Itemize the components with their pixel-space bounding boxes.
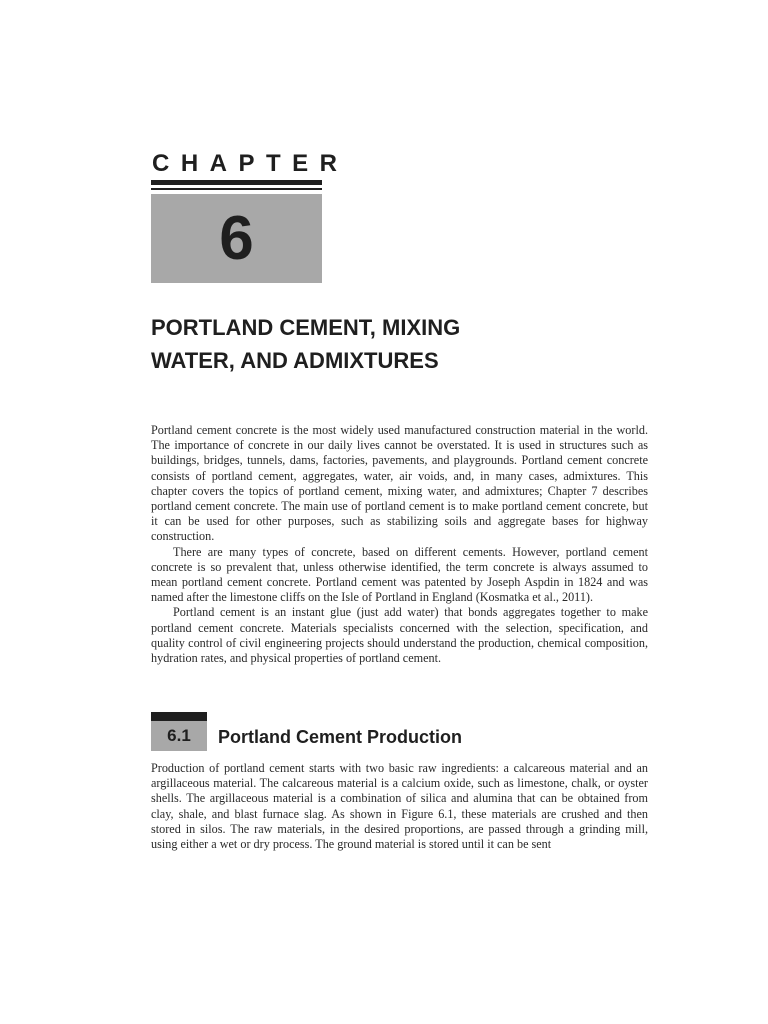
- section-paragraph-1: Production of portland cement starts with two basic raw ingredients: a calcareous material and an argillaceous material. The calcareous material is a calcium oxide, such as limestone, chalk, or oyster shells. The argillaceous material is a combination of silica and alumina that can be obtained from clay, shale, and blast furnace slag. As shown in Figure 6.1, these materials are crushed and then stored in silos. The raw materials, in the desired proportions, are passed through a grinding mill, using either a wet or dry process. The ground material is stored until it can be sent: [151, 761, 648, 852]
- chapter-number-box: [151, 194, 322, 283]
- section-heading-bar: [151, 712, 207, 721]
- intro-paragraph-3: Portland cement is an instant glue (just add water) that bonds aggregates together to make portland cement concrete. Materials specialists concerned with the selection, specification, and quality control of civil engineering projects should understand the production, chemical composition, hydration rates, and physical properties of portland cement.: [151, 605, 648, 666]
- chapter-title: [151, 311, 631, 377]
- section-number-box: [151, 721, 207, 751]
- section-text: [151, 761, 648, 852]
- intro-paragraph-2: There are many types of concrete, based on different cements. However, portland cement concrete is so prevalent that, unless otherwise identified, the term concrete is always assumed to mean portland cement concrete. Portland cement was patented by Joseph Aspdin in 1824 and was named after the limestone cliffs on the Isle of Portland in England (Kosmatka et al., 2011).: [151, 544, 648, 605]
- intro-text: [151, 423, 648, 666]
- chapter-label: CHAPTER: [152, 150, 349, 177]
- section-number: 6.1: [167, 726, 191, 745]
- chapter-title-line-2: WATER, AND ADMIXTURES: [151, 348, 439, 373]
- intro-paragraph-1: Portland cement concrete is the most widely used manufactured construction material in the world. The importance of concrete in our daily lives cannot be overstated. It is used in structures such as buildings, bridges, tunnels, dams, factories, pavements, and playgrounds. Portland cement concrete consists of portland cement, aggregates, water, air voids, and, in many cases, admixtures. This chapter covers the topics of portland cement, mixing water, and admixtures; Chapter 7 describes portland cement concrete. The main use of portland cement is to make portland cement concrete, but it can be used for other purposes, such as stabilizing soils and aggregate bases for highway construction.: [151, 423, 648, 544]
- chapter-title-line-1: PORTLAND CEMENT, MIXING: [151, 315, 461, 340]
- chapter-rule-thick: [151, 180, 322, 185]
- chapter-number: 6: [219, 203, 254, 273]
- chapter-rule-thin: [151, 188, 322, 190]
- section-title: Portland Cement Production: [218, 727, 463, 747]
